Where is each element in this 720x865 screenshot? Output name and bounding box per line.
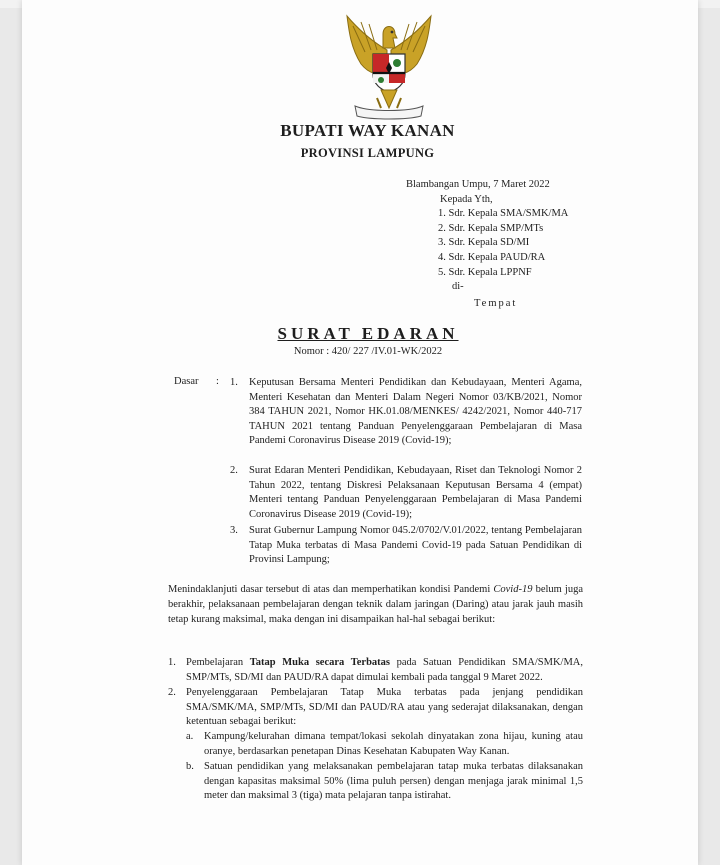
point-number: 1. xyxy=(168,657,176,668)
dasar-item xyxy=(230,376,582,449)
dasar-item-number: 2. xyxy=(230,465,238,476)
document-page xyxy=(22,0,698,865)
recipient-item: 2. Sdr. Kepala SMP/MTs xyxy=(438,222,544,234)
subpoint-letter: b. xyxy=(186,761,194,772)
intro-paragraph xyxy=(168,582,583,628)
point-item xyxy=(168,686,583,730)
letterhead-subtitle: PROVINSI LAMPUNG xyxy=(300,146,435,160)
recipient-item: 4. Sdr. Kepala PAUD/RA xyxy=(438,251,546,263)
recipient-di: di- xyxy=(452,281,464,293)
point-text-part: Pembelajaran xyxy=(186,657,250,668)
intro-italic: Covid-19 xyxy=(493,584,533,595)
point-item xyxy=(168,656,583,685)
garuda-emblem-icon xyxy=(339,12,439,120)
dasar-item xyxy=(230,524,582,568)
letterhead-title: BUPATI WAY KANAN xyxy=(280,121,455,140)
point-text-part: pada Satuan Pendidikan SMA/SMK/MA, SMP/MTs, SD/MI dan PAUD/RA dapat dimulai kembali pada tanggal 9 Maret 2022. xyxy=(186,657,583,683)
address-block xyxy=(406,178,568,311)
circular-number: Nomor : 420/ 227 /IV.01-WK/2022 xyxy=(293,346,443,357)
recipient-place: Tempat xyxy=(474,297,518,309)
circular-title: SURAT EDARAN xyxy=(277,324,459,343)
recipient-item: 1. Sdr. Kepala SMA/SMK/MA xyxy=(438,208,569,220)
intro-text-rest: belum juga berakhir, pelaksanaan pembelajaran dengan teknik dalam jaringan (Daring) atau jarak jauh masih tetap kurang maksimal, maka dengan ini disampaikan hal-hal sebagai berikut: xyxy=(168,584,584,626)
subpoint-item xyxy=(186,760,583,804)
point-text-bold: Tatap Muka secara Terbatas xyxy=(249,657,390,668)
recipient-item: 5. Sdr. Kepala LPPNF xyxy=(438,266,532,278)
point-text xyxy=(186,656,583,685)
recipient-item: 3. Sdr. Kepala SD/MI xyxy=(438,237,530,249)
point-number: 2. xyxy=(168,687,176,698)
dasar-item-text: Surat Edaran Menteri Pendidikan, Kebudayaan, Riset dan Teknologi Nomor 2 Tahun 2022, tentang Diskresi Pelaksanaan Keputusan Bersama 4 (empat) Menteri tentang Panduan Penyelenggaraan Pembelajaran di Masa Pandemi Coronavirus Disease 2019 (Covid-19); xyxy=(249,465,582,520)
subpoint-text: Satuan pendidikan yang melaksanakan pembelajaran tatap muka terbatas dilaksanakan dengan kapasitas maksimal 50% (lima puluh persen) dengan menjaga jarak minimal 1,5 meter dan maksimal 3 (tiga) mata pelajaran tanpa istirahat. xyxy=(204,761,583,802)
dasar-label: Dasar xyxy=(174,376,199,387)
dasar-colon: : xyxy=(216,376,219,387)
point-text: Penyelenggaraan Pembelajaran Tatap Muka terbatas pada jenjang pendidikan SMA/SMK/MA, SMP/MTs, SD/MI dan PAUD/RA atau yang sederajat dilaksanakan, dengan ketentuan sebagai berikut: xyxy=(186,687,583,728)
dasar-item-number: 1. xyxy=(230,377,238,388)
subpoint-text: Kampung/kelurahan dimana tempat/lokasi sekolah dinyatakan zona hijau, kuning atau oranye, berdasarkan penetapan Dinas Kesehatan Kabupaten Way Kanan. xyxy=(204,731,583,757)
recipient-greeting: Kepada Yth, xyxy=(440,193,493,205)
dasar-item-number: 3. xyxy=(230,525,238,536)
subpoint-letter: a. xyxy=(186,731,194,742)
subpoint-item xyxy=(186,730,583,759)
dasar-item-text: Surat Gubernur Lampung Nomor 045.2/0702/V.01/2022, tentang Pembelajaran Tatap Muka terbatas di Masa Pandemi Covid-19 pada Satuan Pendidikan di Provinsi Lampung; xyxy=(249,525,582,566)
dasar-item-text: Keputusan Bersama Menteri Pendidikan dan Kebudayaan, Menteri Agama, Menteri Kesehatan dan Menteri Dalam Negeri Nomor 03/KB/2021, Nomor 384 TAHUN 2021, Nomor HK.01.08/MENKES/ 4242/2021, Nomor 440-717 TAHUN 2021 tentang Panduan Penyelenggaraan Pembelajaran di Masa Pandemi Coronavirus Disease 2019 (Covid-19); xyxy=(249,377,582,447)
dasar-item xyxy=(230,464,582,522)
place-date: Blambangan Umpu, 7 Maret 2022 xyxy=(406,179,550,190)
intro-text: Menindaklanjuti dasar tersebut di atas dan memperhatikan kondisi Pandemi xyxy=(168,584,494,595)
